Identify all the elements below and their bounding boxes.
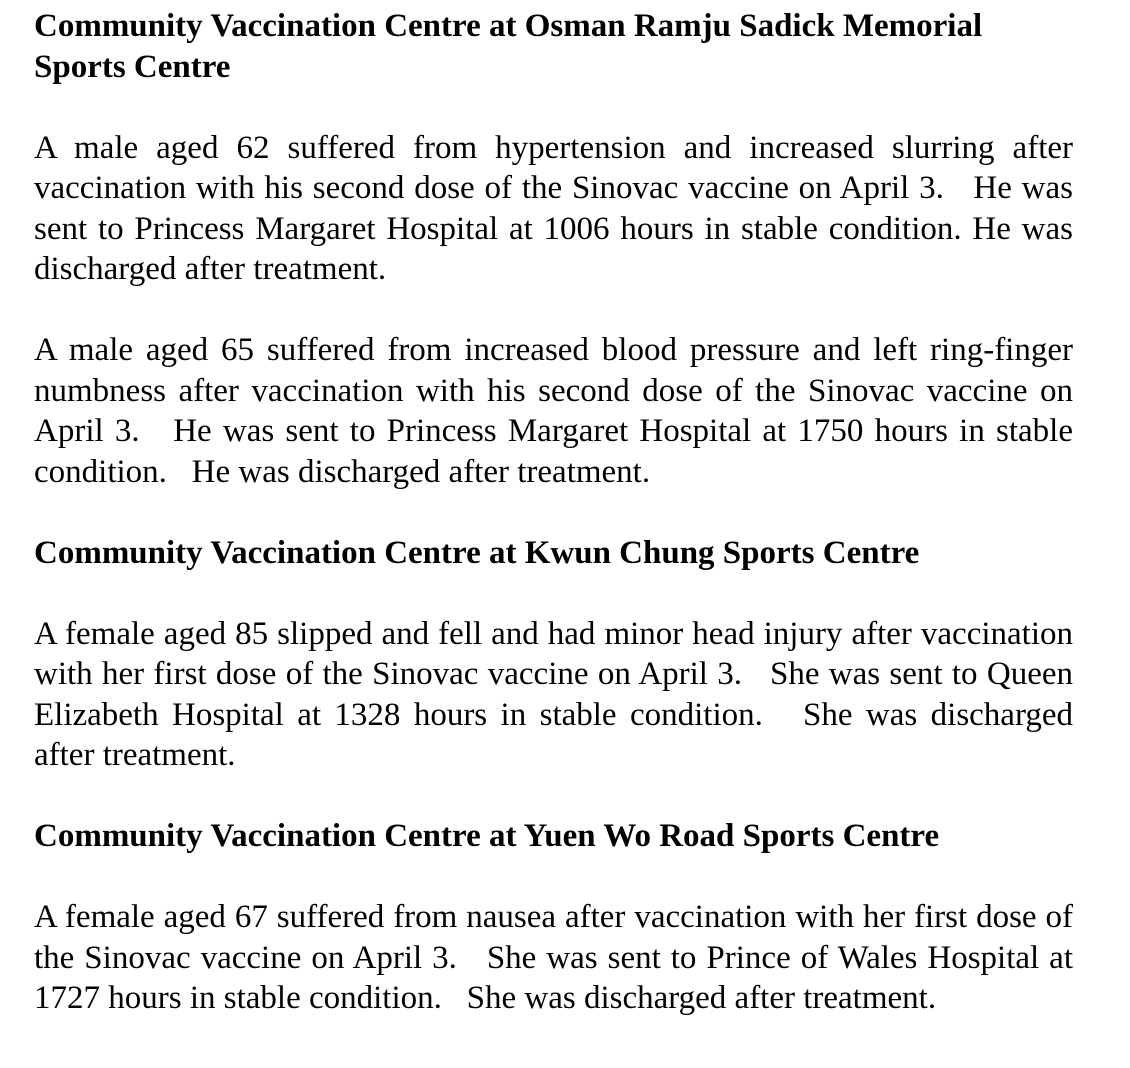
- paragraph-gap: [34, 87, 1073, 128]
- section-kwun-chung: [34, 533, 1082, 776]
- case-paragraph: A male aged 62 suffered from hypertension and increased slurring after vaccination with his second dose of the Sinovac vaccine on April 3. He was sent to Princess Margaret Hospital at 1006 hours in stable condition. He was discharged after treatment.: [34, 129, 1082, 287]
- paragraph-gap: [34, 492, 1073, 533]
- paragraph-gap: [34, 290, 1073, 331]
- section-yuen-wo-road: [34, 816, 1082, 1019]
- case-paragraph: A female aged 85 slipped and fell and had minor head injury after vaccination with her first dose of the Sinovac vaccine on April 3. She was sent to Queen Elizabeth Hospital at 1328 hours in stable condition. She was discharged after treatment.: [34, 615, 1082, 773]
- section-heading: Community Vaccination Centre at Yuen Wo Road Sports Centre: [34, 818, 940, 854]
- case-paragraph: A male aged 65 suffered from increased blood pressure and left ring-finger numbness after vaccination with his second dose of the Sinovac vaccine on April 3. He was sent to Princess Margaret Hospital at 1750 hours in stable condition. He was discharged after treatment.: [34, 332, 1082, 490]
- section-heading: Community Vaccination Centre at Kwun Chung Sports Centre: [34, 534, 920, 571]
- section-heading: Community Vaccination Centre at Osman Ramju Sadick Memorial Sports Centre: [34, 8, 983, 85]
- document-page: [34, 6, 1082, 1019]
- paragraph-gap: [34, 573, 1073, 614]
- paragraph-gap: [34, 857, 1073, 898]
- paragraph-gap: [34, 776, 1073, 817]
- section-osman-ramju-sadick: [34, 6, 1082, 492]
- case-paragraph: A female aged 67 suffered from nausea after vaccination with her first dose of the Sinovac vaccine on April 3. She was sent to Prince of Wales Hospital at 1727 hours in stable condition. She was discharged after treatment.: [34, 899, 1082, 1016]
